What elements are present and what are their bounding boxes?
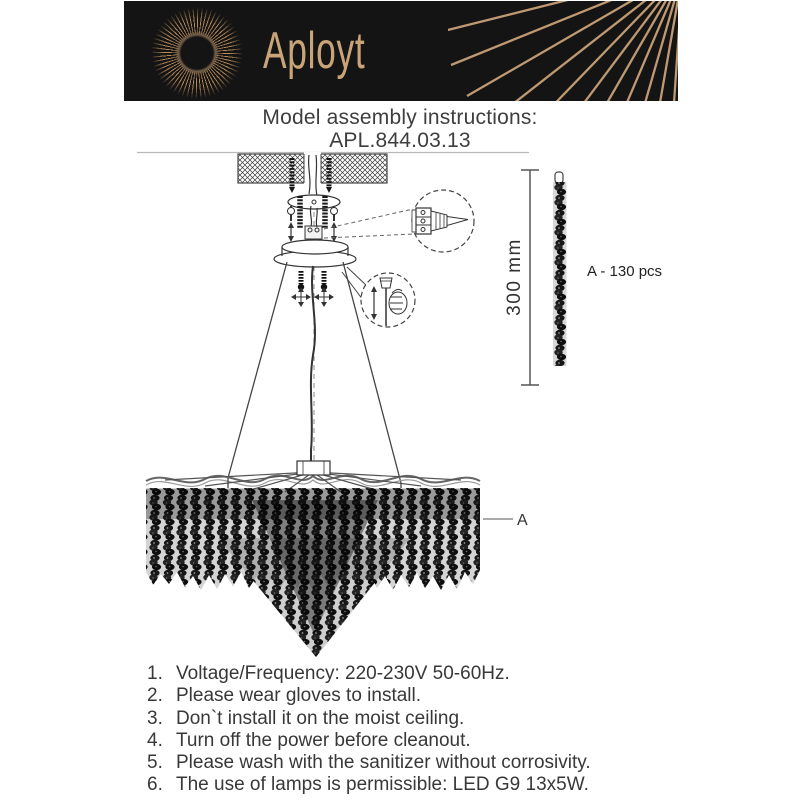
instruction-item	[147, 752, 707, 774]
instruction-item	[147, 774, 707, 796]
instruction-text: Turn off the power before cleanout.	[176, 729, 471, 751]
instruction-number: 5.	[147, 752, 163, 774]
instruction-number: 4.	[147, 729, 163, 751]
strand-sample	[553, 172, 567, 366]
terminal-callout	[412, 190, 474, 252]
instruction-item	[147, 685, 707, 707]
dimension-label: 300 mm	[504, 238, 525, 316]
part-count-label: A - 130 pcs	[587, 263, 663, 280]
terminal-leader-lines	[324, 209, 414, 238]
part-ref-label: A	[517, 512, 528, 529]
instruction-text: The use of lamps is permissible: LED G9 13x5W.	[176, 774, 589, 796]
instruction-number: 1.	[147, 663, 163, 684]
ceiling-mount	[238, 152, 387, 242]
instruction-text: Please wash with the sanitizer without corrosivity.	[176, 752, 591, 774]
model-number: APL.844.03.13	[329, 129, 471, 152]
brand-wordmark: Aployt	[263, 22, 366, 80]
chandelier-drawing	[146, 461, 480, 657]
instruction-number: 2.	[147, 685, 163, 707]
instruction-number: 6.	[147, 774, 163, 796]
title-line-1: Model assembly instructions:	[262, 106, 538, 129]
instruction-item	[147, 730, 707, 752]
instruction-number: 3.	[147, 707, 163, 729]
instructions-list	[147, 663, 707, 797]
instruction-text: Please wear gloves to install.	[176, 685, 422, 707]
hand-callout	[342, 267, 415, 327]
instruction-item	[147, 708, 707, 730]
instruction-item	[147, 663, 707, 685]
instruction-text: Don`t install it on the moist ceiling.	[176, 707, 465, 729]
instruction-text: Voltage/Frequency: 220-230V 50-60Hz.	[176, 663, 510, 684]
